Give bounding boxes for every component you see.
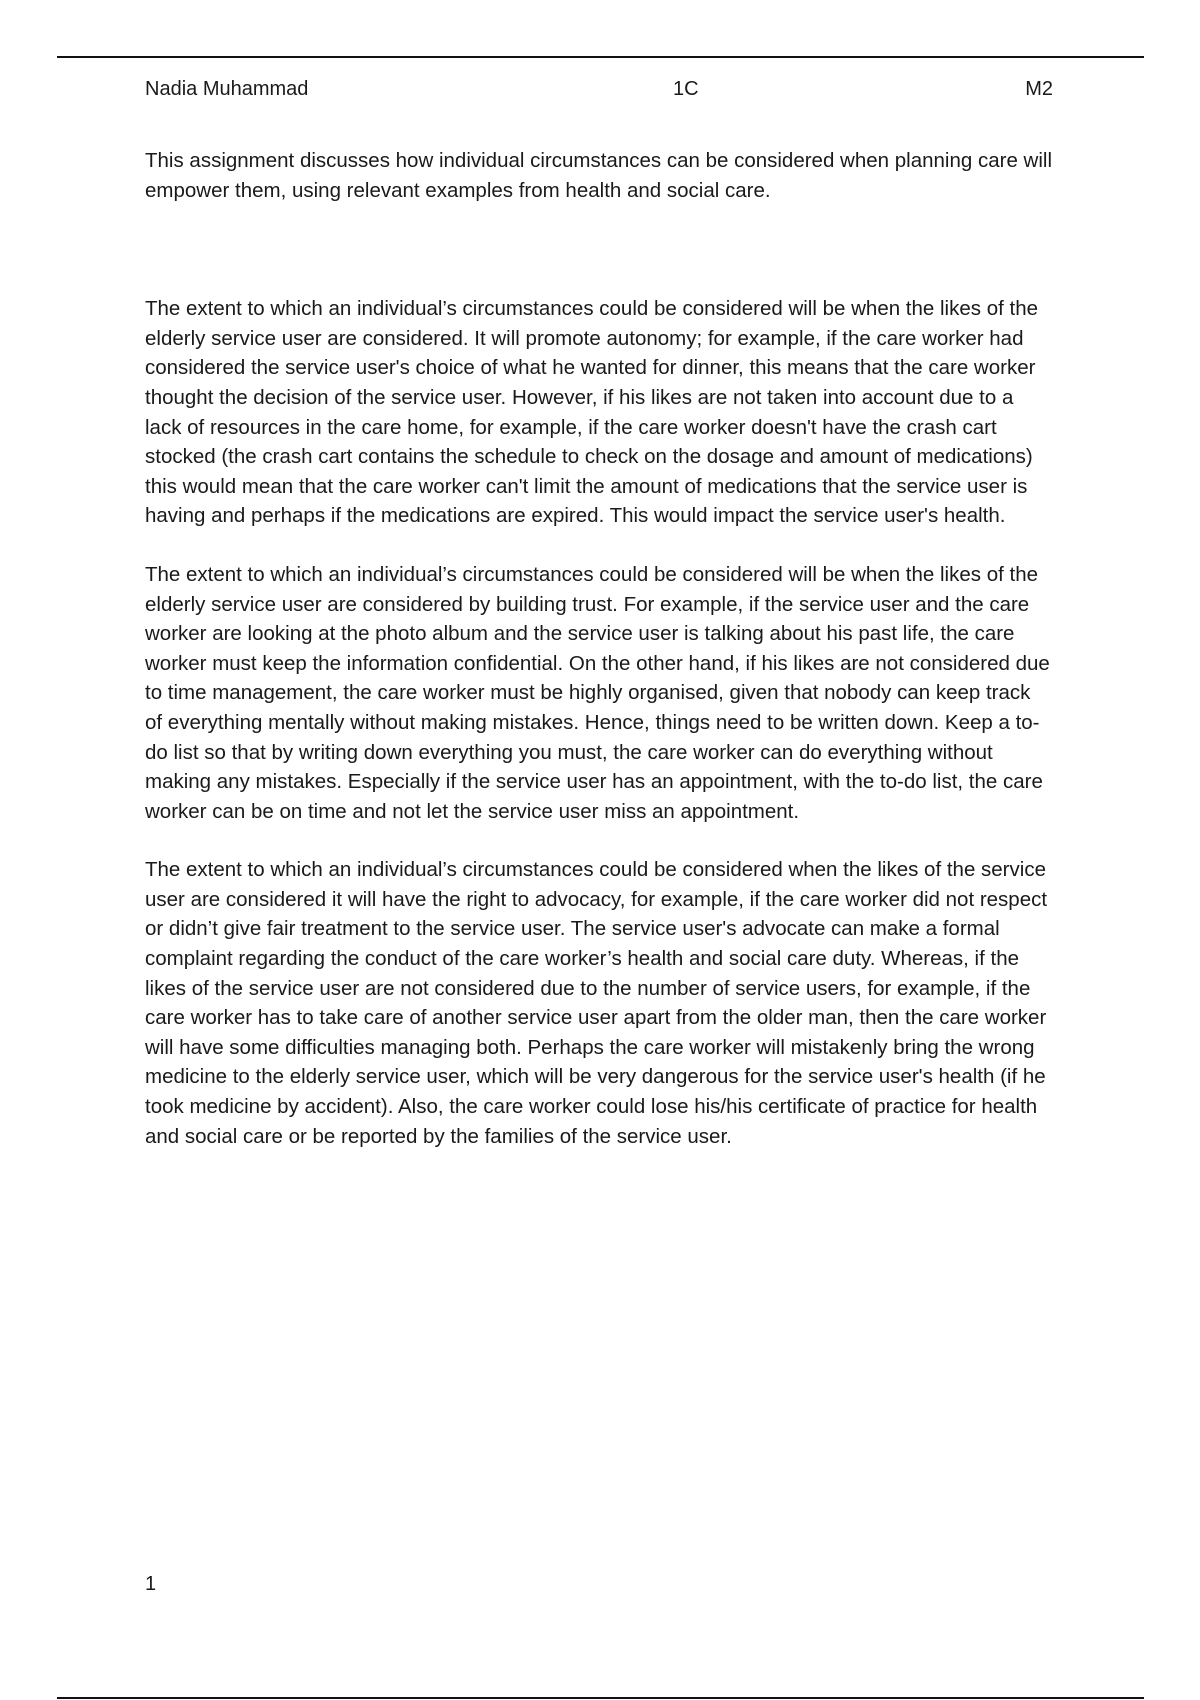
- page-number: 1: [145, 1573, 157, 1595]
- header-rule: [57, 56, 1144, 58]
- document-body: [145, 146, 1053, 1180]
- class-label: 1C: [673, 78, 699, 100]
- body-paragraph-1: The extent to which an individual’s circumstances could be considered will be when the likes of the elderly service user are considered. It will promote autonomy; for example, if the care worker had considered the service user's choice of what he wanted for dinner, this means that the care worker thought the decision of the service user. However, if his likes are not taken into account due to a lack of resources in the care home, for example, if the care worker doesn't have the crash cart stocked (the crash cart contains the schedule to check on the dosage and amount of medications) this would mean that the care worker can't limit the amount of medications that the service user is having and perhaps if the medications are expired. This would impact the service user's health.: [145, 297, 1039, 528]
- footer-rule: [57, 1697, 1144, 1699]
- page-header: [145, 74, 1053, 104]
- body-paragraph-2: The extent to which an individual’s circumstances could be considered will be when the likes of the elderly service user are considered by building trust. For example, if the service user and the care worker are looking at the photo album and the service user is talking about his past life, the care worker must keep the information confidential. On the other hand, if his likes are not considered due to time management, the care worker must be highly organised, given that nobody can keep track of everything mentally without making mistakes. Hence, things need to be written down. Keep a to-do list so that by writing down everything you must, the care worker can do everything without making any mistakes. Especially if the service user has an appointment, with the to-do list, the care worker can be on time and not let the service user miss an appointment.: [145, 562, 1050, 823]
- author-name: Nadia Muhammad: [145, 78, 309, 100]
- intro-paragraph: This assignment discusses how individual circumstances can be considered when planning care will empower them, using relevant examples from health and social care.: [145, 149, 1053, 202]
- body-paragraph-3: The extent to which an individual’s circumstances could be considered when the likes of the service user are considered it will have the right to advocacy, for example, if the care worker did not respect or didn’t give fair treatment to the service user. The service user's advocate can make a formal complaint regarding the conduct of the care worker’s health and social care duty. Whereas, if the likes of the service user are not considered due to the number of service users, for example, if the care worker has to take care of another service user apart from the older man, then the care worker will have some difficulties managing both. Perhaps the care worker will mistakenly bring the wrong medicine to the elderly service user, which will be very dangerous for the service user's health (if he took medicine by accident). Also, the care worker could lose his/his certificate of practice for health and social care or be reported by the families of the service user.: [145, 858, 1048, 1148]
- assignment-code: M2: [1025, 78, 1053, 100]
